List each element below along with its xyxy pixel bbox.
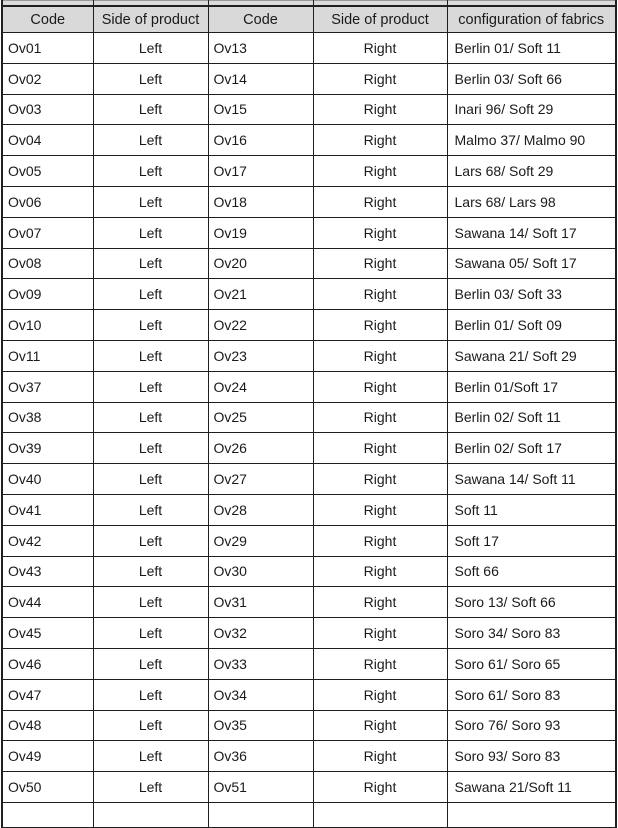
table-row bbox=[2, 494, 616, 525]
cell-code-left: Ov04 bbox=[2, 125, 93, 156]
cell-side-right: Right bbox=[313, 248, 447, 279]
cell-code-left: Ov45 bbox=[2, 618, 93, 649]
cell-code-right: Ov15 bbox=[208, 94, 313, 125]
cell-side-left: Left bbox=[93, 279, 208, 310]
cell-side-right: Right bbox=[313, 679, 447, 710]
cell-side-right: Right bbox=[313, 340, 447, 371]
cell-side-left: Left bbox=[93, 125, 208, 156]
cell-side-left: Left bbox=[93, 679, 208, 710]
cell-side-right: Right bbox=[313, 94, 447, 125]
cell-fabric-config: Soro 93/ Soro 83 bbox=[447, 741, 616, 772]
cell-side-right: Right bbox=[313, 587, 447, 618]
cell-fabric-config: Berlin 02/ Soft 11 bbox=[447, 402, 616, 433]
table-row bbox=[2, 217, 616, 248]
table-row bbox=[2, 741, 616, 772]
cell-code-right: Ov33 bbox=[208, 648, 313, 679]
cell-code-right: Ov26 bbox=[208, 433, 313, 464]
cell-code-left: Ov37 bbox=[2, 371, 93, 402]
cell-fabric-config: Malmo 37/ Malmo 90 bbox=[447, 125, 616, 156]
cell-code-left: Ov44 bbox=[2, 587, 93, 618]
cell-side-left: Left bbox=[93, 186, 208, 217]
cell-fabric-config: Lars 68/ Lars 98 bbox=[447, 186, 616, 217]
cell-code-right: Ov18 bbox=[208, 186, 313, 217]
cell-code-left: Ov11 bbox=[2, 340, 93, 371]
table-row bbox=[2, 94, 616, 125]
cell-side-right: Right bbox=[313, 525, 447, 556]
cell-code-right: Ov34 bbox=[208, 679, 313, 710]
table-row bbox=[2, 618, 616, 649]
cell-code-right: Ov27 bbox=[208, 464, 313, 495]
cell-code-left: Ov42 bbox=[2, 525, 93, 556]
cell-side-left: Left bbox=[93, 648, 208, 679]
cell-side-left: Left bbox=[93, 433, 208, 464]
cell-code-left: Ov01 bbox=[2, 33, 93, 64]
cell-code-right: Ov16 bbox=[208, 125, 313, 156]
cell-code-right: Ov22 bbox=[208, 310, 313, 341]
cell-side-right: Right bbox=[313, 618, 447, 649]
cell-side-right: Right bbox=[313, 156, 447, 187]
table-row bbox=[2, 186, 616, 217]
cell-side-right: Right bbox=[313, 710, 447, 741]
cell-code-left: Ov47 bbox=[2, 679, 93, 710]
table-row bbox=[2, 310, 616, 341]
cell-side-left: Left bbox=[93, 587, 208, 618]
cell-side-left: Left bbox=[93, 217, 208, 248]
table-row bbox=[2, 279, 616, 310]
cell-side-left: Left bbox=[93, 772, 208, 803]
bottom-partial-cell bbox=[447, 802, 616, 827]
cell-fabric-config: Berlin 02/ Soft 17 bbox=[447, 433, 616, 464]
cell-fabric-config: Sawana 21/ Soft 29 bbox=[447, 340, 616, 371]
fabric-configuration-table bbox=[1, 0, 617, 828]
cell-code-right: Ov14 bbox=[208, 63, 313, 94]
cell-fabric-config: Soro 34/ Soro 83 bbox=[447, 618, 616, 649]
cell-side-right: Right bbox=[313, 217, 447, 248]
cell-side-right: Right bbox=[313, 741, 447, 772]
cell-fabric-config: Soft 17 bbox=[447, 525, 616, 556]
cell-fabric-config: Berlin 01/ Soft 11 bbox=[447, 33, 616, 64]
cell-side-left: Left bbox=[93, 156, 208, 187]
cell-side-left: Left bbox=[93, 371, 208, 402]
cell-code-right: Ov36 bbox=[208, 741, 313, 772]
column-header-code-right: Code bbox=[208, 6, 313, 33]
cell-side-right: Right bbox=[313, 63, 447, 94]
cell-side-right: Right bbox=[313, 433, 447, 464]
cell-code-left: Ov50 bbox=[2, 772, 93, 803]
cell-fabric-config: Sawana 14/ Soft 11 bbox=[447, 464, 616, 495]
column-header-code-left: Code bbox=[2, 6, 93, 33]
cell-code-left: Ov41 bbox=[2, 494, 93, 525]
cell-fabric-config: Berlin 01/ Soft 09 bbox=[447, 310, 616, 341]
cell-fabric-config: Berlin 03/ Soft 66 bbox=[447, 63, 616, 94]
cell-code-right: Ov21 bbox=[208, 279, 313, 310]
table-row bbox=[2, 156, 616, 187]
cell-side-right: Right bbox=[313, 494, 447, 525]
cell-code-left: Ov08 bbox=[2, 248, 93, 279]
cell-code-left: Ov48 bbox=[2, 710, 93, 741]
cell-code-left: Ov49 bbox=[2, 741, 93, 772]
cell-fabric-config: Berlin 03/ Soft 33 bbox=[447, 279, 616, 310]
cell-side-left: Left bbox=[93, 248, 208, 279]
table-row bbox=[2, 371, 616, 402]
cell-code-right: Ov31 bbox=[208, 587, 313, 618]
table-row bbox=[2, 402, 616, 433]
bottom-partial-cell bbox=[208, 802, 313, 827]
cell-side-right: Right bbox=[313, 371, 447, 402]
cell-code-left: Ov39 bbox=[2, 433, 93, 464]
cell-code-left: Ov43 bbox=[2, 556, 93, 587]
cell-code-right: Ov20 bbox=[208, 248, 313, 279]
cell-code-right: Ov32 bbox=[208, 618, 313, 649]
table-row bbox=[2, 33, 616, 64]
cell-fabric-config: Berlin 01/Soft 17 bbox=[447, 371, 616, 402]
cell-code-left: Ov02 bbox=[2, 63, 93, 94]
table-row bbox=[2, 248, 616, 279]
table-row bbox=[2, 340, 616, 371]
table-body bbox=[2, 33, 616, 803]
cell-side-left: Left bbox=[93, 63, 208, 94]
table-row bbox=[2, 679, 616, 710]
cell-code-right: Ov19 bbox=[208, 217, 313, 248]
cell-code-right: Ov30 bbox=[208, 556, 313, 587]
cell-side-left: Left bbox=[93, 310, 208, 341]
cell-fabric-config: Inari 96/ Soft 29 bbox=[447, 94, 616, 125]
cell-side-right: Right bbox=[313, 279, 447, 310]
cell-side-right: Right bbox=[313, 464, 447, 495]
cell-fabric-config: Sawana 14/ Soft 17 bbox=[447, 217, 616, 248]
cell-side-left: Left bbox=[93, 556, 208, 587]
table-row bbox=[2, 710, 616, 741]
cell-side-left: Left bbox=[93, 402, 208, 433]
cell-code-right: Ov13 bbox=[208, 33, 313, 64]
cell-side-right: Right bbox=[313, 125, 447, 156]
cell-code-left: Ov06 bbox=[2, 186, 93, 217]
table-row bbox=[2, 648, 616, 679]
cell-fabric-config: Soft 11 bbox=[447, 494, 616, 525]
cell-fabric-config: Soro 76/ Soro 93 bbox=[447, 710, 616, 741]
cell-side-left: Left bbox=[93, 741, 208, 772]
cell-code-right: Ov23 bbox=[208, 340, 313, 371]
cell-side-right: Right bbox=[313, 556, 447, 587]
cell-side-left: Left bbox=[93, 525, 208, 556]
table-row bbox=[2, 525, 616, 556]
cell-code-right: Ov28 bbox=[208, 494, 313, 525]
column-header-side-left: Side of product bbox=[93, 6, 208, 33]
table-row bbox=[2, 125, 616, 156]
cell-side-left: Left bbox=[93, 33, 208, 64]
table-row bbox=[2, 587, 616, 618]
cell-fabric-config: Soro 13/ Soft 66 bbox=[447, 587, 616, 618]
cell-side-right: Right bbox=[313, 33, 447, 64]
header-row bbox=[2, 6, 616, 33]
cell-code-right: Ov51 bbox=[208, 772, 313, 803]
cell-code-left: Ov09 bbox=[2, 279, 93, 310]
table-row bbox=[2, 63, 616, 94]
cell-fabric-config: Soro 61/ Soro 65 bbox=[447, 648, 616, 679]
cell-side-left: Left bbox=[93, 340, 208, 371]
cell-code-left: Ov07 bbox=[2, 217, 93, 248]
cell-side-left: Left bbox=[93, 618, 208, 649]
cell-side-left: Left bbox=[93, 94, 208, 125]
cell-code-left: Ov38 bbox=[2, 402, 93, 433]
cell-code-right: Ov17 bbox=[208, 156, 313, 187]
cell-code-left: Ov05 bbox=[2, 156, 93, 187]
cell-side-right: Right bbox=[313, 186, 447, 217]
cell-fabric-config: Lars 68/ Soft 29 bbox=[447, 156, 616, 187]
cell-fabric-config: Sawana 21/Soft 11 bbox=[447, 772, 616, 803]
cell-code-right: Ov35 bbox=[208, 710, 313, 741]
bottom-partial-cell bbox=[313, 802, 447, 827]
column-header-fabric-config: configuration of fabrics bbox=[447, 6, 616, 33]
cell-side-left: Left bbox=[93, 710, 208, 741]
column-header-side-right: Side of product bbox=[313, 6, 447, 33]
cell-code-left: Ov10 bbox=[2, 310, 93, 341]
cell-code-left: Ov03 bbox=[2, 94, 93, 125]
cell-code-right: Ov24 bbox=[208, 371, 313, 402]
cell-fabric-config: Soft 66 bbox=[447, 556, 616, 587]
cell-code-left: Ov46 bbox=[2, 648, 93, 679]
cell-fabric-config: Soro 61/ Soro 83 bbox=[447, 679, 616, 710]
cell-side-right: Right bbox=[313, 402, 447, 433]
cell-side-left: Left bbox=[93, 494, 208, 525]
cell-fabric-config: Sawana 05/ Soft 17 bbox=[447, 248, 616, 279]
bottom-partial-row bbox=[2, 802, 616, 827]
cell-side-right: Right bbox=[313, 648, 447, 679]
table-row bbox=[2, 772, 616, 803]
table-row bbox=[2, 464, 616, 495]
cell-code-left: Ov40 bbox=[2, 464, 93, 495]
cell-side-left: Left bbox=[93, 464, 208, 495]
cell-side-right: Right bbox=[313, 772, 447, 803]
table-row bbox=[2, 433, 616, 464]
bottom-partial-cell bbox=[93, 802, 208, 827]
cell-code-right: Ov29 bbox=[208, 525, 313, 556]
cell-code-right: Ov25 bbox=[208, 402, 313, 433]
bottom-partial-cell bbox=[2, 802, 93, 827]
cell-side-right: Right bbox=[313, 310, 447, 341]
table-row bbox=[2, 556, 616, 587]
